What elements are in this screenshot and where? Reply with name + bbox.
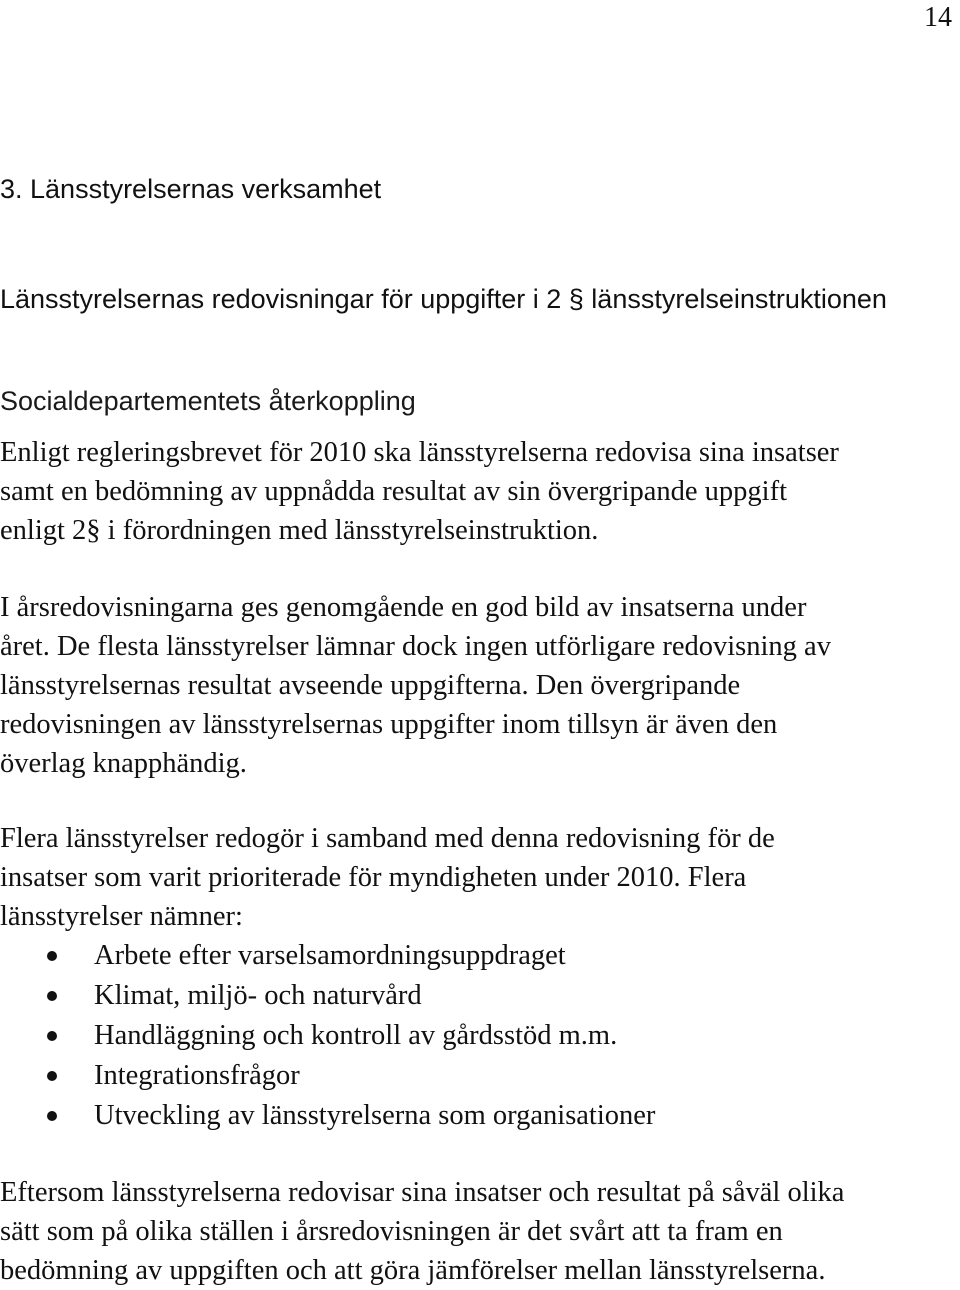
list-item-text: Integrationsfrågor	[94, 1060, 300, 1091]
bullet-icon	[47, 1071, 57, 1081]
paragraph-line: insatser som varit prioriterade för myndigheten under 2010. Flera	[0, 862, 747, 893]
chapter-heading: 3. Länsstyrelsernas verksamhet	[0, 174, 382, 204]
list-item-text: Utveckling av länsstyrelserna som organisationer	[94, 1100, 656, 1131]
list-item	[0, 976, 655, 1016]
list-item	[0, 1056, 655, 1096]
list-item	[0, 936, 655, 976]
paragraph-line: överlag knapphändig.	[0, 748, 247, 779]
paragraph-line: redovisningen av länsstyrelsernas uppgifter inom tillsyn är även den	[0, 709, 778, 740]
paragraph-line: Eftersom länsstyrelserna redovisar sina insatser och resultat på såväl olika	[0, 1177, 845, 1208]
paragraph-line: bedömning av uppgiften och att göra jämförelser mellan länsstyrelserna.	[0, 1255, 826, 1286]
bullet-icon	[47, 1031, 57, 1041]
paragraph-line: länsstyrelser nämner:	[0, 901, 243, 932]
list-item	[0, 1096, 655, 1136]
bullet-icon	[47, 1111, 57, 1121]
paragraph-line: I årsredovisningarna ges genomgående en god bild av insatserna under	[0, 592, 807, 623]
bullet-icon	[47, 991, 57, 1001]
section-heading: Länsstyrelsernas redovisningar för uppgifter i 2 § länsstyrelseinstruktionen	[0, 284, 887, 314]
bullet-icon	[47, 951, 57, 961]
list-item-text: Arbete efter varselsamordningsuppdraget	[94, 940, 566, 971]
paragraph-line: året. De flesta länsstyrelser lämnar dock ingen utförligare redovisning av	[0, 631, 831, 662]
page-number: 14	[924, 2, 952, 33]
list-item-text: Klimat, miljö- och naturvård	[94, 980, 422, 1011]
list-item	[0, 1016, 655, 1056]
paragraph-assessment	[0, 588, 960, 783]
paragraph-line: samt en bedömning av uppnådda resultat av sin övergripande uppgift	[0, 476, 787, 507]
paragraph-line: Enligt regleringsbrevet för 2010 ska länsstyrelserna redovisa sina insatser	[0, 437, 839, 468]
paragraph-priorities	[0, 819, 960, 936]
list-item-text: Handläggning och kontroll av gårdsstöd m.m.	[94, 1020, 618, 1051]
paragraph-line: enligt 2§ i förordningen med länsstyrelseinstruktion.	[0, 515, 599, 546]
sub-heading: Socialdepartementets återkoppling	[0, 386, 416, 416]
paragraph-line: sätt som på olika ställen i årsredovisningen är det svårt att ta fram en	[0, 1216, 783, 1247]
paragraph-reporting-requirement	[0, 433, 960, 550]
paragraph-conclusion	[0, 1173, 960, 1290]
priorities-bullet-list	[0, 936, 655, 1136]
paragraph-line: länsstyrelsernas resultat avseende uppgifterna. Den övergripande	[0, 670, 741, 701]
paragraph-line: Flera länsstyrelser redogör i samband med denna redovisning för de	[0, 823, 775, 854]
